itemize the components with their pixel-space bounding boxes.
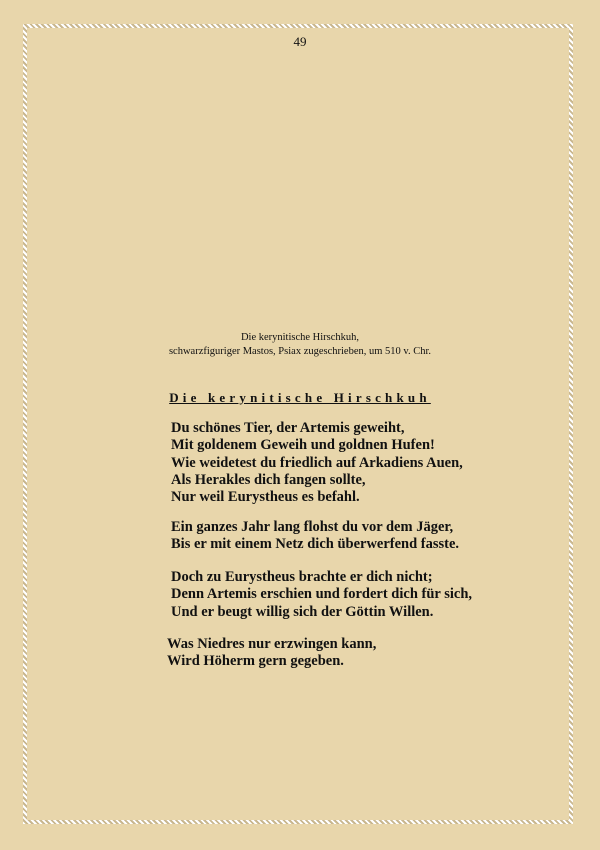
- poem-line: Was Niedres nur erzwingen kann,: [167, 636, 377, 652]
- poem-line: Nur weil Eurystheus es befahl.: [171, 489, 360, 506]
- poem-line: Wird Höherm gern gegeben.: [167, 653, 344, 670]
- poem-stanza: [171, 569, 472, 621]
- poem-stanza: [167, 636, 376, 671]
- poem-line: Mit goldenem Geweih und goldnen Hufen!: [171, 437, 435, 454]
- image-caption: [0, 331, 600, 359]
- poem-line: Und er beugt willig sich der Göttin Willen.: [171, 603, 434, 620]
- poem-line: Wie weidetest du friedlich auf Arkadiens Auen,: [171, 454, 463, 471]
- poem-stanza: [171, 420, 463, 506]
- caption-line: schwarzfiguriger Mastos, Psiax zugeschrieben, um 510 v. Chr.: [168, 346, 432, 357]
- poem-line: Bis er mit einem Netz dich überwerfend fasste.: [171, 536, 460, 553]
- poem-line: Als Herakles dich fangen sollte,: [171, 471, 366, 488]
- poem-line: Doch zu Eurystheus brachte er dich nicht;: [171, 569, 433, 585]
- poem-title: Die kerynitische Hirschkuh: [169, 390, 431, 405]
- page-number: 49: [293, 34, 307, 49]
- poem-stanza: [171, 519, 459, 554]
- poem-line: Du schönes Tier, der Artemis geweiht,: [171, 420, 405, 436]
- poem-line: Ein ganzes Jahr lang flohst du vor dem Jäger,: [171, 519, 454, 535]
- caption-line: Die kerynitische Hirschkuh,: [240, 332, 360, 343]
- poem-line: Denn Artemis erschien und fordert dich für sich,: [171, 586, 473, 603]
